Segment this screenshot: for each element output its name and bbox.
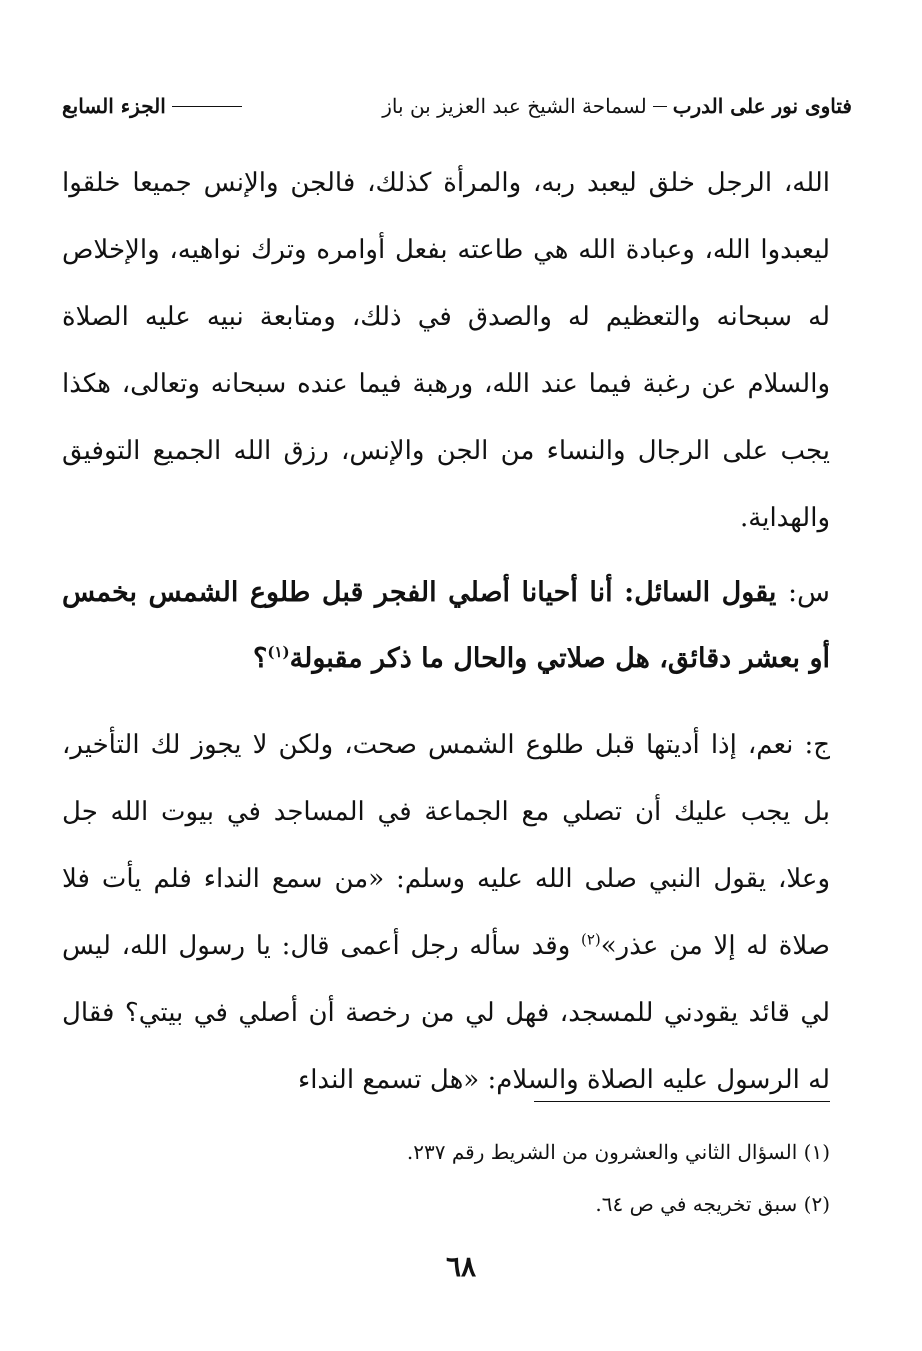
header-title-group xyxy=(382,94,852,118)
footnote-separator xyxy=(534,1101,830,1102)
footnote-ref-1: (١) xyxy=(267,643,290,661)
answer-text-2: وقد سأله رجل أعمى قال: يا رسول الله، ليس لي قائد يقودني للمسجد، فهل لي من رخصة أن أصلي في بيتي؟ فقال له الرسول عليه الصلاة والسلام: «هل تسمع النداء xyxy=(62,931,830,1095)
question-end: ؟ xyxy=(253,643,268,674)
header-rule xyxy=(172,106,242,107)
question-prefix: س: xyxy=(787,577,830,608)
question-paragraph xyxy=(62,560,830,692)
page-number: ٦٨ xyxy=(445,1250,477,1283)
footnote-2: (٢) سبق تخريجه في ص ٦٤. xyxy=(595,1192,830,1216)
header-volume-group xyxy=(62,94,248,118)
answer-paragraph xyxy=(62,712,830,1114)
question-text: يقول السائل: أنا أحيانا أصلي الفجر قبل طلوع الشمس بخمس أو بعشر دقائق، هل صلاتي والحال ما ذكر مقبولة xyxy=(62,577,830,674)
footnote-1: (١) السؤال الثاني والعشرون من الشريط رقم ٢٣٧. xyxy=(406,1140,830,1164)
book-title: فتاوى نور على الدرب xyxy=(672,94,852,118)
footnotes xyxy=(70,1126,830,1230)
page-body xyxy=(62,150,830,1114)
volume-label: الجزء السابع xyxy=(62,94,166,118)
author-credit: لسماحة الشيخ عبد العزيز بن باز xyxy=(382,94,647,118)
intro-paragraph: الله، الرجل خلق ليعبد ربه، والمرأة كذلك، فالجن والإنس جميعا خلقوا ليعبدوا الله، وعبادة الله هي طاعته بفعل أوامره وترك نواهيه، والإخلاص له سبحانه والتعظيم له والصدق في ذلك، ومتابعة نبيه عليه الصلاة والسلام عن رغبة فيما عند الله، ورهبة فيما عنده سبحانه وتعالى، هكذا يجب على الرجال والنساء من الجن والإنس، رزق الله الجميع التوفيق والهداية. xyxy=(62,168,830,533)
running-header xyxy=(62,88,852,124)
footnote-ref-2: (٢) xyxy=(580,930,601,949)
header-dash xyxy=(653,106,667,107)
answer-text-1: ج: نعم، إذا أديتها قبل طلوع الشمس صحت، ولكن لا يجوز لك التأخير، بل يجب عليك أن تصلي مع الجماعة في المساجد في بيوت الله جل وعلا، يقول النبي صلى الله عليه وسلم: «من سمع النداء فلم يأت فلا صلاة له إلا من عذر» xyxy=(62,730,830,961)
